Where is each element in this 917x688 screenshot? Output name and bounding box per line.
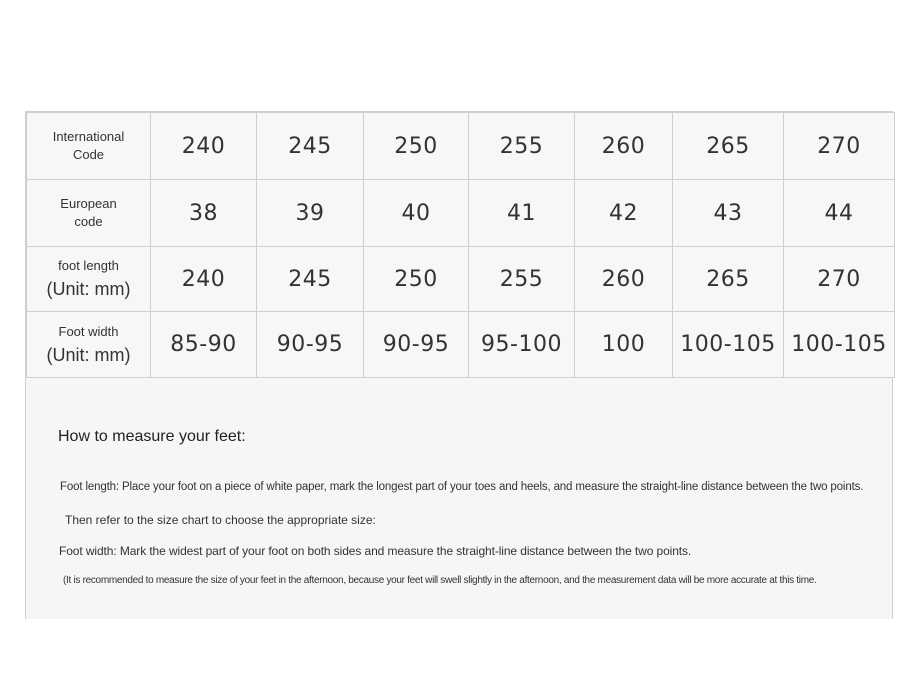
foot-length-row <box>27 247 895 312</box>
size-cell: 85-90 <box>151 312 257 378</box>
row-header-unit: (Unit: mm) <box>46 279 131 299</box>
size-cell: 245 <box>257 113 364 180</box>
size-cell: 38 <box>151 180 257 247</box>
size-cell: 43 <box>673 180 784 247</box>
size-cell: 40 <box>364 180 469 247</box>
size-cell: 42 <box>575 180 673 247</box>
row-header-label: foot length <box>58 258 119 273</box>
size-cell: 260 <box>575 247 673 312</box>
refer-size-chart-instruction: Then refer to the size chart to choose the appropriate size: <box>65 513 376 527</box>
row-header-label: European <box>60 196 117 211</box>
row-header-unit: (Unit: mm) <box>46 344 131 365</box>
size-cell: 245 <box>257 247 364 312</box>
size-cell: 95-100 <box>469 312 575 378</box>
foot-width-row <box>27 312 895 378</box>
european-code-row <box>27 180 895 247</box>
international-code-row <box>27 113 895 180</box>
row-header-label: International <box>52 129 125 144</box>
row-header <box>27 113 151 180</box>
size-cell: 270 <box>784 113 895 180</box>
size-cell: 90-95 <box>257 312 364 378</box>
size-cell: 255 <box>469 113 575 180</box>
size-cell: 260 <box>575 113 673 180</box>
size-table <box>26 112 895 378</box>
size-cell: 240 <box>151 113 257 180</box>
size-cell: 270 <box>784 247 895 312</box>
instructions-title: How to measure your feet: <box>58 428 246 445</box>
size-cell: 100 <box>575 312 673 378</box>
size-cell: 100-105 <box>784 312 895 378</box>
row-header-label: Foot width <box>58 323 119 339</box>
size-cell: 41 <box>469 180 575 247</box>
size-cell: 240 <box>151 247 257 312</box>
size-cell: 255 <box>469 247 575 312</box>
row-header <box>27 247 151 312</box>
size-cell: 265 <box>673 113 784 180</box>
foot-length-instruction: Foot length: Place your foot on a piece of white paper, mark the longest part of your toes and heels, and measure the straight-line distance between the two points. <box>60 481 864 493</box>
size-cell: 265 <box>673 247 784 312</box>
row-header-label: code <box>74 214 103 229</box>
size-cell: 250 <box>364 113 469 180</box>
size-cell: 39 <box>257 180 364 247</box>
size-cell: 44 <box>784 180 895 247</box>
size-cell: 100-105 <box>673 312 784 378</box>
row-header <box>27 312 151 378</box>
size-chart-sheet <box>25 111 893 619</box>
size-cell: 90-95 <box>364 312 469 378</box>
afternoon-note: (It is recommended to measure the size of your feet in the afternoon, because your feet will swell slightly in the afternoon, and the measurement data will be more accurate at this time. <box>63 575 817 586</box>
row-header <box>27 180 151 247</box>
foot-width-instruction: Foot width: Mark the widest part of your foot on both sides and measure the straight-line distance between the two points. <box>59 544 692 558</box>
size-cell: 250 <box>364 247 469 312</box>
row-header-label: Code <box>72 147 105 162</box>
